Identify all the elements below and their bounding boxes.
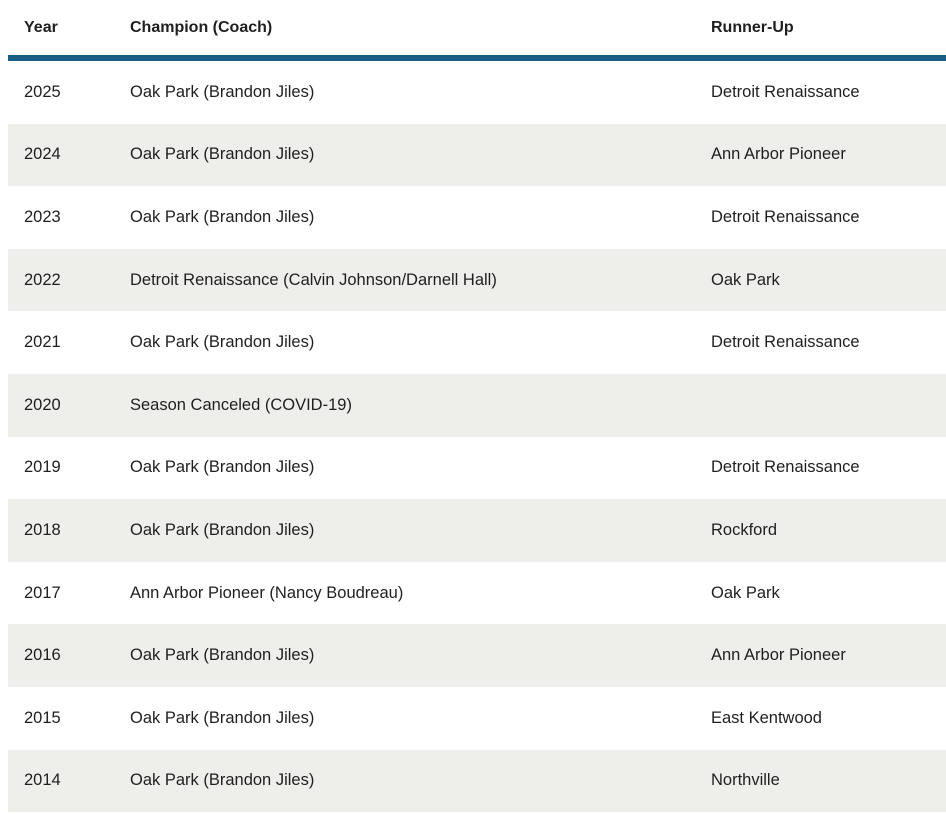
table-row [8,624,946,687]
results-table [8,0,946,812]
table-row [8,58,946,124]
cell-champion: Oak Park (Brandon Jiles) [114,124,695,187]
header-row [8,0,946,58]
cell-runner-up: Detroit Renaissance [711,207,860,226]
cell-year: 2021 [24,333,61,352]
header-year: Year [8,0,114,58]
table-row [8,562,946,625]
cell-year: 2014 [8,750,114,813]
cell-runner-up: Oak Park [695,249,946,312]
cell-champion: Oak Park (Brandon Jiles) [130,333,315,352]
cell-runner-up: Ann Arbor Pioneer [695,624,946,687]
cell-champion: Oak Park (Brandon Jiles) [114,624,695,687]
cell-champion: Oak Park (Brandon Jiles) [114,750,695,813]
table-row [8,750,946,813]
cell-runner-up: Northville [695,750,946,813]
cell-champion: Oak Park (Brandon Jiles) [130,82,315,101]
table-row [8,249,946,312]
cell-champion: Season Canceled (COVID-19) [114,374,695,437]
cell-runner-up: Rockford [695,499,946,562]
cell-year: 2018 [8,499,114,562]
table-row [8,499,946,562]
cell-runner-up: Oak Park [711,583,780,602]
cell-runner-up: Detroit Renaissance [711,333,860,352]
table-row [8,437,946,500]
cell-year: 2019 [24,458,61,477]
cell-champion: Oak Park (Brandon Jiles) [130,708,315,727]
cell-year: 2017 [24,583,61,602]
cell-year: 2022 [8,249,114,312]
table-header [8,0,946,58]
header-runner-up: Runner-Up [695,0,946,58]
table-row [8,186,946,249]
cell-year: 2015 [24,708,61,727]
cell-year: 2016 [8,624,114,687]
table-body [8,58,946,812]
cell-champion: Detroit Renaissance (Calvin Johnson/Darnell Hall) [114,249,695,312]
cell-year: 2025 [24,82,61,101]
cell-runner-up: Detroit Renaissance [711,458,860,477]
cell-runner-up: East Kentwood [711,708,822,727]
cell-runner-up: Ann Arbor Pioneer [695,124,946,187]
cell-runner-up [695,374,946,437]
cell-champion: Oak Park (Brandon Jiles) [130,458,315,477]
cell-year: 2020 [8,374,114,437]
cell-runner-up: Detroit Renaissance [711,82,860,101]
cell-year: 2024 [8,124,114,187]
results-table-container [8,0,946,812]
table-row [8,374,946,437]
cell-champion: Oak Park (Brandon Jiles) [130,207,315,226]
cell-champion: Oak Park (Brandon Jiles) [114,499,695,562]
cell-year: 2023 [24,207,61,226]
table-row [8,124,946,187]
table-row [8,311,946,374]
header-champion: Champion (Coach) [114,0,695,58]
cell-champion: Ann Arbor Pioneer (Nancy Boudreau) [130,583,404,602]
table-row [8,687,946,750]
